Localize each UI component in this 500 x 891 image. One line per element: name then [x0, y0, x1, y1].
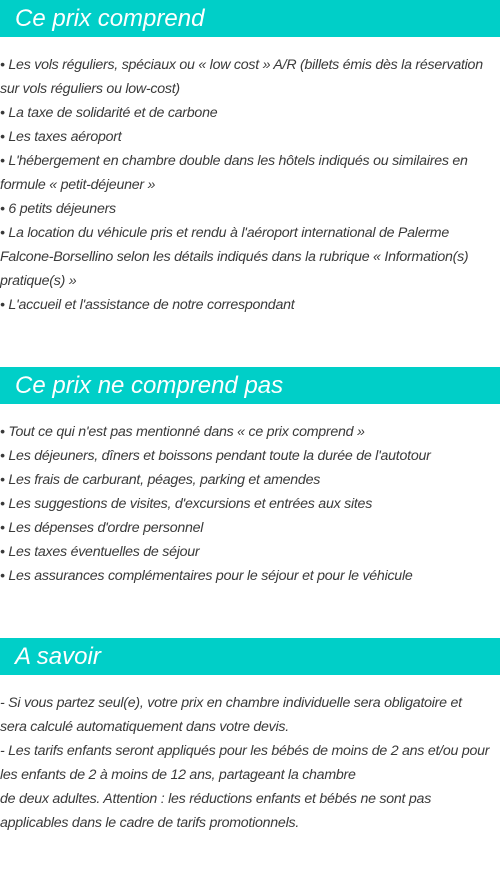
list-line: • Les suggestions de visites, d'excursions et entrées aux sites [0, 496, 373, 512]
list-line: formule « petit-déjeuner » [0, 177, 156, 193]
section-header-a-savoir [0, 638, 500, 675]
list-line: • Les dépenses d'ordre personnel [0, 520, 204, 536]
list-line: • 6 petits déjeuners [0, 201, 116, 217]
included-list [0, 53, 500, 317]
list-line: Falcone-Borsellino selon les détails indiqués dans la rubrique « Information(s) [0, 249, 469, 265]
list-line: • Tout ce qui n'est pas mentionné dans « ce prix comprend » [0, 424, 365, 440]
list-line: pratique(s) » [0, 273, 77, 289]
list-line: • L'hébergement en chambre double dans les hôtels indiqués ou similaires en [0, 153, 468, 169]
info-notes [0, 691, 500, 835]
note-line: de deux adultes. Attention : les réductions enfants et bébés ne sont pas [0, 791, 432, 807]
note-line: sera calculé automatiquement dans votre devis. [0, 719, 289, 735]
section-header-ce-prix-comprend [0, 0, 500, 37]
list-line: • Les taxes aéroport [0, 129, 122, 145]
section-title: A savoir [15, 643, 101, 670]
section-title: Ce prix ne comprend pas [15, 372, 284, 399]
note-line: - Si vous partez seul(e), votre prix en chambre individuelle sera obligatoire et [0, 695, 462, 711]
list-line: • La taxe de solidarité et de carbone [0, 105, 218, 121]
list-line: • Les déjeuners, dîners et boissons pendant toute la durée de l'autotour [0, 448, 431, 464]
list-line: sur vols réguliers ou low-cost) [0, 81, 180, 97]
list-line: • Les vols réguliers, spéciaux ou « low cost » A/R (billets émis dès la réservation [0, 57, 483, 73]
note-line: - Les tarifs enfants seront appliqués pour les bébés de moins de 2 ans et/ou pour [0, 743, 490, 759]
note-line: applicables dans le cadre de tarifs promotionnels. [0, 815, 300, 831]
list-line: • L'accueil et l'assistance de notre correspondant [0, 297, 295, 313]
excluded-list [0, 420, 500, 588]
note-line: les enfants de 2 à moins de 12 ans, partageant la chambre [0, 767, 356, 783]
section-header-ce-prix-ne-comprend-pas [0, 367, 500, 404]
list-line: • La location du véhicule pris et rendu à l'aéroport international de Palerme [0, 225, 450, 241]
list-line: • Les taxes éventuelles de séjour [0, 544, 200, 560]
list-line: • Les assurances complémentaires pour le séjour et pour le véhicule [0, 568, 413, 584]
list-line: • Les frais de carburant, péages, parking et amendes [0, 472, 321, 488]
section-title: Ce prix comprend [15, 5, 205, 32]
